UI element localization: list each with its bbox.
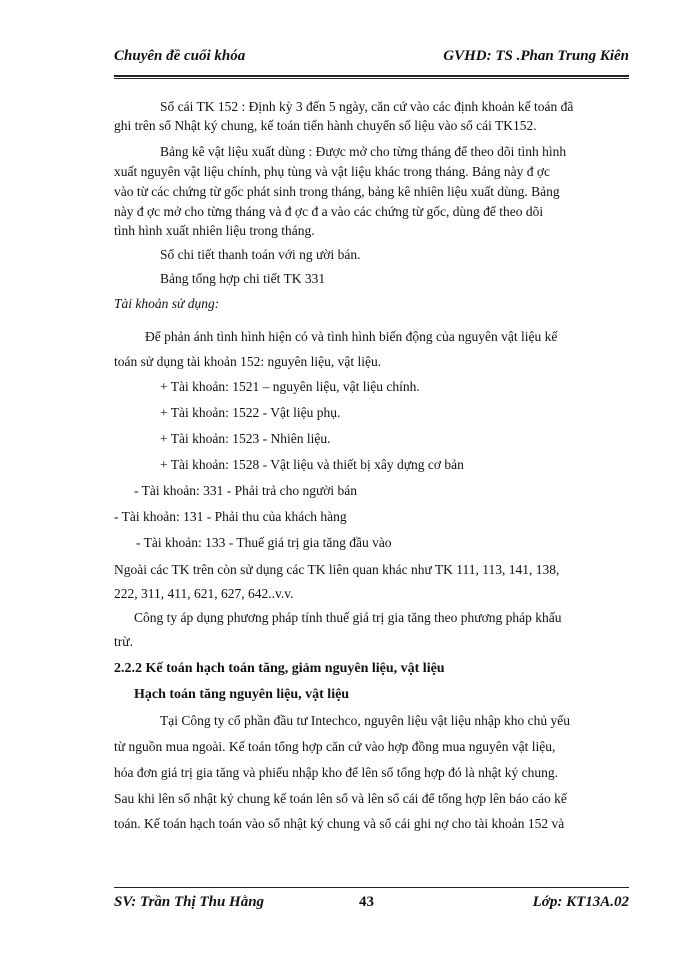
body-line: trừ.	[114, 634, 133, 649]
header-advisor: GVHD: TS .Phan Trung Kiên	[443, 48, 629, 64]
footer-class: Lớp: KT13A.02	[532, 894, 629, 910]
body-line: Sổ chi tiết thanh toán với ng ười bán.	[160, 247, 361, 262]
body-line: Sau khi lên sổ nhật ký chung kế toán lên sổ và lên sổ cái để tổng hợp lên báo cáo kế	[114, 791, 567, 806]
body-line: Bảng tổng hợp chi tiết TK 331	[160, 271, 326, 286]
body-line: vào từ các chứng từ gốc phát sinh trong tháng, bảng kê nhiên liệu xuất dùng. Bảng	[114, 184, 560, 199]
account-item: + Tài khoản: 1521 – nguyên liệu, vật liệu chính.	[160, 379, 420, 394]
body-line: toán sử dụng tài khoản 152: nguyên liệu, vật liệu.	[114, 354, 382, 369]
body-line: hóa đơn giá trị gia tăng và phiếu nhập kho để lên sổ tổng hợp đó là nhật ký chung.	[114, 765, 558, 780]
body-line: 222, 311, 411, 621, 627, 642..v.v.	[114, 586, 294, 601]
account-item: + Tài khoản: 1523 - Nhiên liệu.	[160, 431, 331, 446]
body-line: từ nguồn mua ngoài. Kế toán tổng hợp căn cứ vào hợp đồng mua nguyên vật liệu,	[114, 739, 556, 754]
body-line: Để phản ánh tình hình hiện có và tình hình biến động của nguyên vật liệu kế	[145, 329, 558, 344]
section-label-accounts: Tài khoản sử dụng:	[114, 296, 220, 311]
body-line: Công ty áp dụng phương pháp tính thuế giá trị gia tăng theo phương pháp khấu	[134, 610, 562, 625]
footer-rule	[114, 887, 629, 888]
body-line: Tại Công ty cổ phần đầu tư Intechco, nguyên liệu vật liệu nhập kho chủ yếu	[160, 713, 570, 728]
account-item: - Tài khoản: 131 - Phải thu của khách hàng	[114, 509, 347, 524]
header-course-title: Chuyên đề cuối khóa	[114, 48, 246, 64]
page-number: 43	[359, 894, 374, 910]
section-heading: 2.2.2 Kế toán hạch toán tăng, giảm nguyên liệu, vật liệu	[114, 661, 445, 676]
account-item: + Tài khoản: 1528 - Vật liệu và thiết bị xây dựng cơ bản	[160, 457, 464, 472]
header-rule	[114, 75, 629, 79]
body-line: Ngoài các TK trên còn sử dụng các TK liên quan khác như TK 111, 113, 141, 138,	[114, 562, 560, 577]
account-item: - Tài khoản: 133 - Thuế giá trị gia tăng đầu vào	[136, 535, 392, 550]
body-line: ghi trên sổ Nhật ký chung, kế toán tiến hành chuyển số liệu vào sổ cái TK152.	[114, 118, 537, 133]
body-line: này đ ợc mở cho từng tháng và đ ợc đ a vào các chứng từ gốc, dùng để theo dõi	[114, 204, 544, 219]
footer-student: SV: Trần Thị Thu Hằng	[114, 894, 265, 910]
body-line: Sổ cái TK 152 : Định kỳ 3 đến 5 ngày, căn cứ vào các định khoản kế toán đã	[160, 99, 574, 114]
account-item: + Tài khoản: 1522 - Vật liệu phụ.	[160, 405, 341, 420]
body-line: Bảng kê vật liệu xuất dùng : Được mở cho từng tháng để theo dõi tình hình	[160, 144, 567, 159]
body-line: toán. Kế toán hạch toán vào sổ nhật ký chung và sổ cái ghi nợ cho tài khoản 152 và	[114, 816, 565, 831]
subsection-heading: Hạch toán tăng nguyên liệu, vật liệu	[134, 687, 350, 702]
body-line: tình hình xuất nhiên liệu trong tháng.	[114, 223, 315, 238]
body-line: xuất nguyên vật liệu chính, phụ tùng và vật liệu khác trong tháng. Bảng này đ ợc	[114, 164, 551, 179]
account-item: - Tài khoản: 331 - Phải trả cho người bán	[134, 483, 358, 498]
